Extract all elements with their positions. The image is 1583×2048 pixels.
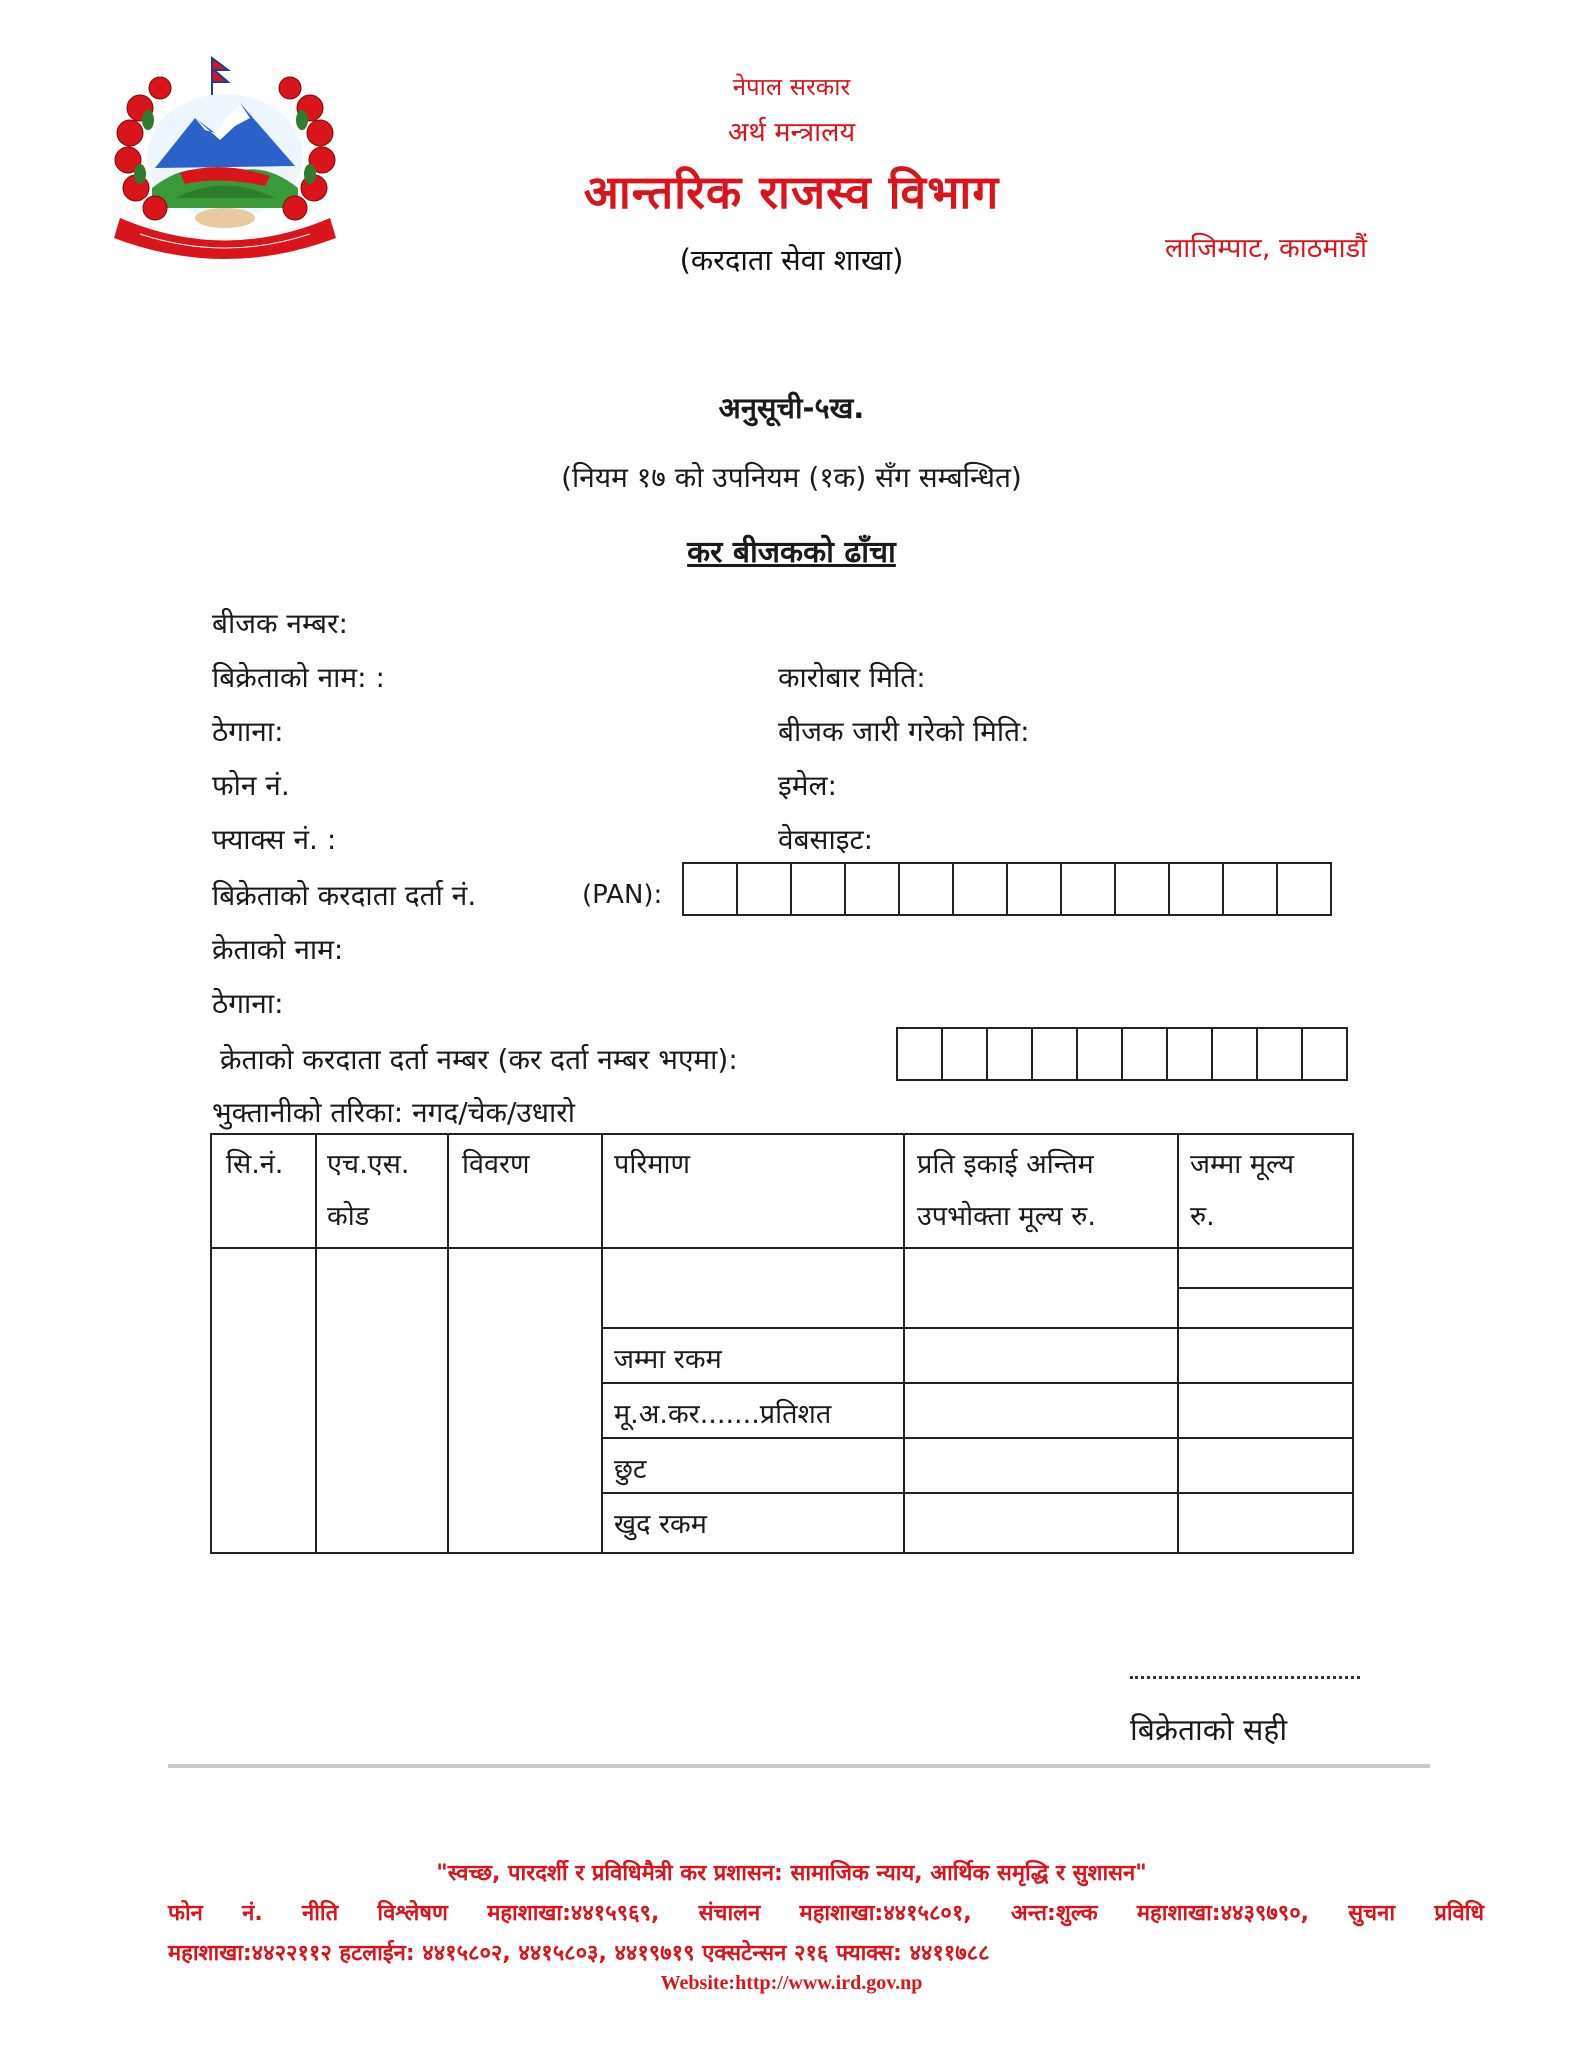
seller-pan-boxes[interactable] [682,862,1332,916]
seller-address-label: ठेगाना: [212,715,284,748]
branch-name: (करदाता सेवा शाखा) [679,243,904,277]
col-header-quantity: परिमाण [614,1149,691,1180]
pan-digit-box[interactable] [1033,1029,1078,1079]
total-amount-label: जम्मा रकम [614,1344,722,1375]
pan-digit-box[interactable] [1170,864,1224,914]
pan-digit-box[interactable] [1123,1029,1168,1079]
fax-label: फ्याक्स नं. : [212,823,337,856]
pan-digit-box[interactable] [954,864,1008,914]
footer-divider [168,1764,1430,1768]
government-name: नेपाल सरकार [732,73,851,101]
form-title: कर बीजकको ढाँचा [687,535,896,570]
footer-phones-line1: फोन नं. नीति विश्लेषण महाशाखा:४४१५९६९, संचालन महाशाखा:४४१५८०१, अन्त:शुल्क महाशाखा:४४३९७९०, सुचना प्रविधि [168,1901,1484,1926]
discount-label: छुट [614,1454,647,1485]
pan-digit-box[interactable] [1213,1029,1258,1079]
footer-website-link[interactable]: Website:http://www.ird.gov.np [660,1972,923,1994]
email-label: इमेल: [778,769,837,802]
pan-digit-box[interactable] [943,1029,988,1079]
pan-digit-box[interactable] [684,864,738,914]
seller-name-label: बिक्रेताको नाम: : [212,661,385,694]
pan-digit-box[interactable] [792,864,846,914]
invoice-issue-date-label: बीजक जारी गरेको मिति: [778,715,1030,748]
transaction-date-label: कारोबार मिति: [778,661,926,694]
footer-slogan: "स्वच्छ, पारदर्शी र प्रविधिमैत्री कर प्रशासन: सामाजिक न्याय, आर्थिक समृद्धि र सुशासन" [436,1861,1147,1886]
pan-digit-box[interactable] [738,864,792,914]
signature-line [1130,1676,1360,1679]
seller-signature-label: बिक्रेताको सही [1130,1713,1288,1748]
invoice-items-table [210,1133,1354,1554]
col-header-hs-code-2: कोड [327,1201,370,1232]
ministry-name: अर्थ मन्त्रालय [727,117,856,148]
buyer-name-label: क्रेताको नाम: [212,933,344,966]
department-name: आन्तरिक राजस्व विभाग [583,165,1000,219]
col-header-total-2: रु. [1190,1201,1215,1232]
pan-digit-box[interactable] [898,1029,943,1079]
phone-label: फोन नं. [212,769,290,802]
pan-digit-box[interactable] [1303,1029,1346,1079]
office-location: लाजिम्पाट, काठमाडौं [1165,233,1368,264]
pan-digit-box[interactable] [900,864,954,914]
buyer-pan-label: क्रेताको करदाता दर्ता नम्बर (कर दर्ता नम्बर भएमा): [220,1043,738,1076]
pan-digit-box[interactable] [1062,864,1116,914]
website-label: वेबसाइट: [778,823,874,856]
buyer-address-label: ठेगाना: [212,987,284,1020]
pan-digit-box[interactable] [1258,1029,1303,1079]
seller-pan-label: बिक्रेताको करदाता दर्ता नं. [212,879,477,912]
pan-digit-box[interactable] [1116,864,1170,914]
col-header-description: विवरण [462,1149,530,1180]
vat-label: मू.अ.कर.......प्रतिशत [614,1399,832,1430]
pan-digit-box[interactable] [1224,864,1278,914]
col-header-sn: सि.नं. [226,1149,284,1180]
pan-digit-box[interactable] [1078,1029,1123,1079]
pan-label: (PAN): [582,880,663,910]
footer-phones-line2: महाशाखा:४४२२११२ हटलाईन: ४४१५८०२, ४४१५८०३, ४४१९७१९ एक्सटेन्सन २१६ फ्याक्स: ४४११७८८ [168,1941,990,1966]
pan-digit-box[interactable] [1278,864,1330,914]
invoice-number-label: बीजक नम्बर: [212,607,348,640]
pan-digit-box[interactable] [1008,864,1062,914]
buyer-pan-boxes[interactable] [896,1027,1348,1081]
pan-digit-box[interactable] [988,1029,1033,1079]
payment-method-label: भुक्तानीको तरिका: नगद/चेक/उधारो [212,1096,575,1129]
rule-reference: (नियम १७ को उपनियम (१क) सँग सम्बन्धित) [561,461,1022,494]
net-amount-label: खुद रकम [614,1509,707,1540]
col-header-unit-price: प्रति इकाई अन्तिम [917,1149,1094,1180]
col-header-total: जम्मा मूल्य [1190,1149,1294,1180]
pan-digit-box[interactable] [846,864,900,914]
col-header-unit-price-2: उपभोक्ता मूल्य रु. [917,1201,1096,1232]
schedule-title: अनुसूची-५ख. [718,391,865,425]
pan-digit-box[interactable] [1168,1029,1213,1079]
col-header-hs-code: एच.एस. [327,1149,410,1180]
